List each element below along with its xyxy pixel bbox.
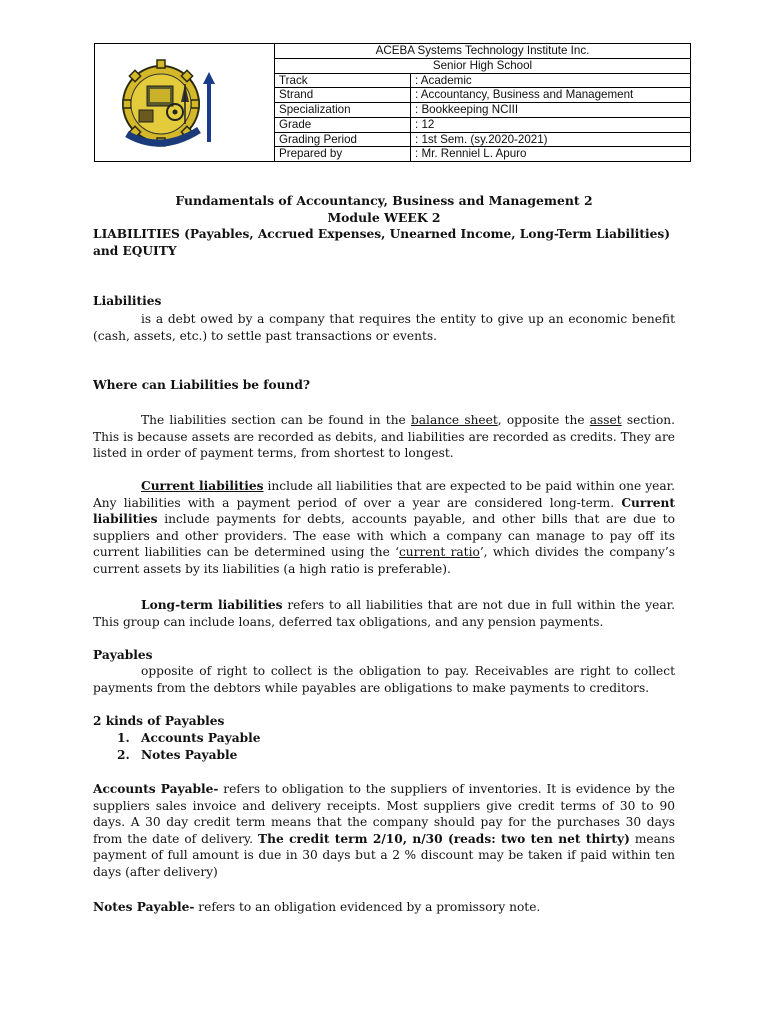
accounts-payable-text-1: refers to obligation to the suppliers of inventories. It is evidence by the suppliers sales invoice and delivery receipts. Most suppliers give credit terms of 30 to 90 days. A 30 day credit term means that the company should pay for the purchases 30 days from the date of delivery. bbox=[93, 782, 676, 846]
accounts-payable-term: Accounts Payable- bbox=[93, 782, 219, 796]
list-item-label: Notes Payable bbox=[141, 747, 238, 762]
header-table bbox=[94, 43, 691, 162]
payables-heading: Payables bbox=[93, 648, 153, 662]
row-value-grade: : 12 bbox=[411, 117, 691, 132]
notes-payable-text: refers to an obligation evidenced by a promissory note. bbox=[194, 900, 541, 914]
where-text-c: section. This is because assets are recorded as debits, and liabilities are recorded as credits. They are listed in order of payment terms, from shortest to longest. bbox=[93, 413, 676, 461]
row-value-strand: : Accountancy, Business and Management bbox=[411, 88, 691, 103]
row-value-grading-period: : 1st Sem. (sy.2020-2021) bbox=[411, 132, 691, 147]
module-title: Fundamentals of Accountancy, Business and Management 2 bbox=[175, 193, 593, 208]
list-item-number: 2. bbox=[117, 747, 130, 762]
school-logo bbox=[109, 54, 221, 150]
current-text-2: include payments for debts, accounts payable, and other bills that are due to suppliers and other providers. The ease with which a company can manage to pay off its current liabilities can be determined using the ‘ bbox=[93, 512, 675, 560]
kinds-list bbox=[93, 730, 675, 763]
row-label-prepared-by: Prepared by bbox=[275, 147, 411, 162]
current-text-1: include all liabilities that are expected to be paid within one year. Any liabilities with a payment period of over a year are considered long-term. bbox=[93, 479, 675, 510]
row-label-specialization: Specialization bbox=[275, 103, 411, 118]
current-liabilities-term: Current liabilities bbox=[141, 479, 264, 493]
long-term-term: Long-term liabilities bbox=[141, 598, 283, 612]
logo-cell bbox=[95, 44, 275, 162]
module-topic-line1: LIABILITIES (Payables, Accrued Expenses, Unearned Income, Long-Term Liabilities) bbox=[93, 227, 671, 241]
long-term-text: refers to all liabilities that are not due in full within the year. This group can include loans, deferred tax obligations, and any pension payments. bbox=[93, 598, 675, 629]
school-name: Senior High School bbox=[275, 58, 691, 73]
kinds-heading: 2 kinds of Payables bbox=[93, 714, 225, 728]
liabilities-heading: Liabilities bbox=[93, 294, 162, 308]
accounts-payable-paragraph bbox=[93, 781, 675, 881]
row-value-specialization: : Bookkeeping NCIII bbox=[411, 103, 691, 118]
where-heading: Where can Liabilities be found? bbox=[93, 378, 311, 392]
notes-payable-term: Notes Payable- bbox=[93, 900, 195, 914]
long-term-paragraph bbox=[93, 597, 675, 630]
module-topic-line2: and EQUITY bbox=[93, 243, 177, 258]
row-value-prepared-by: : Mr. Renniel L. Apuro bbox=[411, 147, 691, 162]
where-text-a: The liabilities section can be found in the bbox=[141, 413, 411, 427]
where-text-b: , opposite the bbox=[497, 413, 590, 427]
list-item bbox=[93, 730, 675, 747]
asset-link[interactable]: asset bbox=[589, 413, 622, 427]
where-paragraph bbox=[93, 412, 675, 462]
liabilities-definition: is a debt owed by a company that requires the entity to give up an economic benefit (cash, assets, etc.) to settle past transactions or events. bbox=[93, 312, 675, 343]
institute-name: ACEBA Systems Technology Institute Inc. bbox=[275, 44, 691, 59]
current-text-3: ’, which divides the company’s current assets by its liabilities (a high ratio is preferable). bbox=[93, 545, 676, 576]
row-label-track: Track bbox=[275, 73, 411, 88]
list-item bbox=[93, 747, 675, 764]
list-item-number: 1. bbox=[117, 731, 130, 745]
notes-payable-paragraph bbox=[93, 899, 675, 916]
module-topic bbox=[93, 226, 675, 259]
current-liabilities-term-2: Current liabilities bbox=[93, 495, 675, 527]
accounts-payable-text-2: means payment of full amount is due in 30 days but a 2 % discount may be taken if paid within ten days (after delivery) bbox=[93, 831, 675, 879]
balance-sheet-link[interactable]: balance sheet bbox=[410, 413, 498, 427]
row-label-strand: Strand bbox=[275, 88, 411, 103]
list-item-label: Accounts Payable bbox=[141, 731, 261, 745]
row-label-grade: Grade bbox=[275, 117, 411, 132]
payables-definition: opposite of right to collect is the obligation to pay. Receivables are right to collect payments from the debtors while payables are obligations to make payments to creditors. bbox=[93, 664, 675, 695]
row-value-track: : Academic bbox=[411, 73, 691, 88]
row-label-grading-period: Grading Period bbox=[275, 132, 411, 147]
credit-term-bold: The credit term 2/10, n/30 (reads: two ten net thirty) bbox=[258, 831, 630, 846]
module-week: Module WEEK 2 bbox=[327, 210, 441, 225]
current-liabilities-paragraph bbox=[93, 478, 675, 578]
current-ratio-link[interactable]: current ratio bbox=[398, 545, 480, 560]
